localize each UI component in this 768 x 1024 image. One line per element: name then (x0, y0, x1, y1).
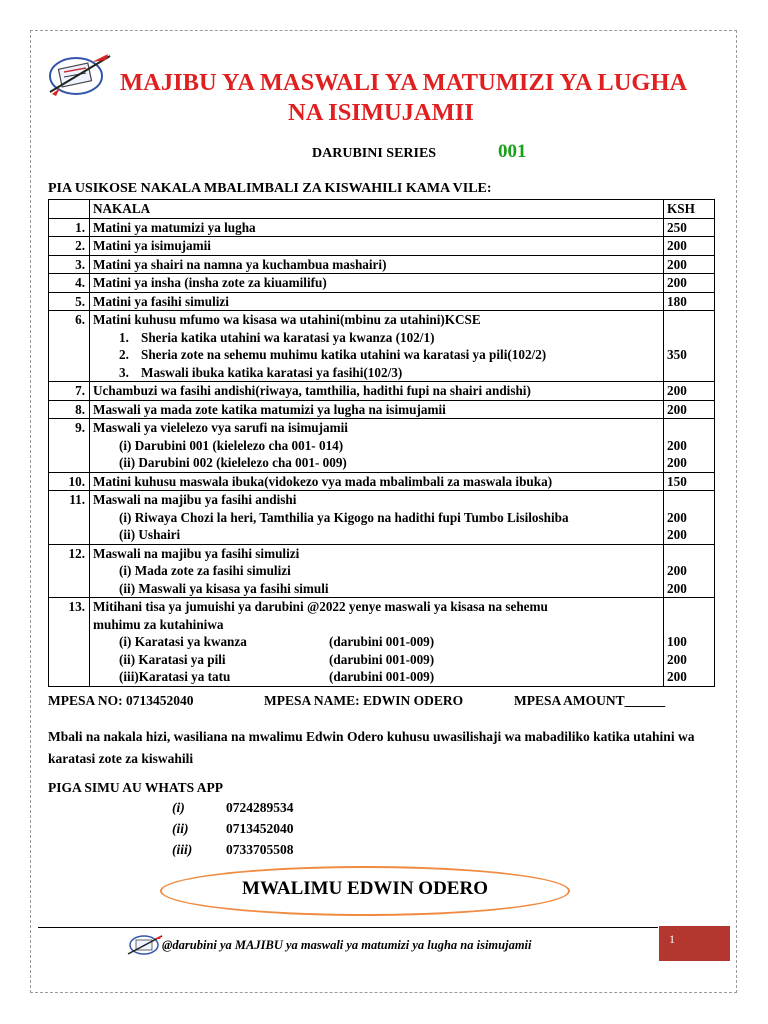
row-number: 3. (49, 255, 90, 274)
price-value: 200 (667, 669, 687, 684)
row-number: 2. (49, 237, 90, 256)
row-description: Matini kuhusu maswala ibuka(vidokezo vya mada mbalimbali za maswala ibuka) (90, 472, 664, 491)
row-price (664, 419, 715, 473)
row-price: 150 (664, 472, 715, 491)
list-item (93, 329, 660, 347)
row-description: Matini ya insha (insha zote za kiuamilifu) (90, 274, 664, 293)
list-text: Sheria katika utahini wa karatasi ya kwanza (102/1) (141, 329, 435, 345)
row-price: 200 (664, 400, 715, 419)
phone-index: (i) (172, 800, 185, 815)
phone-item (172, 842, 372, 863)
phone-item (172, 821, 372, 842)
table-row (49, 400, 715, 419)
row-description (90, 598, 664, 687)
phone-number: 0724289534 (226, 800, 294, 815)
list-item (93, 651, 660, 669)
list-detail: (darubini 001-009) (329, 669, 435, 684)
table-row (49, 491, 715, 545)
intro-text: PIA USIKOSE NAKALA MBALIMBALI ZA KISWAHILI KAMA VILE: (48, 181, 492, 196)
list-item: (i) Riwaya Chozi la heri, Tamthilia ya Kigogo na hadithi fupi Tumbo Lisiloshiba (119, 509, 569, 525)
phone-index: (ii) (172, 821, 189, 836)
list-item: (ii) Darubini 002 (kielelezo cha 001- 009) (119, 455, 347, 470)
list-item: (i) Darubini 001 (kielelezo cha 001- 014) (119, 437, 344, 453)
row-price: 200 (664, 382, 715, 401)
price-value: 200 (667, 580, 687, 596)
title-line-2: NA ISIMUJAMII (288, 99, 474, 126)
row-price: 200 (664, 255, 715, 274)
list-number: 2. (119, 347, 129, 362)
row-description: Matini ya fasihi simulizi (90, 292, 664, 311)
table-header-row (49, 200, 715, 219)
phone-list (172, 800, 372, 863)
row-number: 11. (49, 491, 90, 545)
list-item: (ii) Maswali ya kisasa ya fasihi simuli (119, 580, 329, 596)
row-description: Uchambuzi wa fasihi andishi(riwaya, tamthilia, hadithi fupi na shairi andishi) (90, 382, 664, 401)
row-heading: Maswali ya vielelezo vya sarufi na isimujamii (93, 420, 348, 435)
price-value: 200 (667, 527, 687, 542)
row-number: 10. (49, 472, 90, 491)
phone-item (172, 800, 372, 821)
list-item (93, 668, 660, 686)
row-number: 8. (49, 400, 90, 419)
header-nakala: NAKALA (90, 200, 664, 219)
list-text: (i) Karatasi ya kwanza (119, 634, 247, 649)
price-value: 200 (667, 651, 687, 667)
row-description: Matini ya shairi na namna ya kuchambua mashairi) (90, 255, 664, 274)
row-description (90, 491, 664, 545)
row-description: Matini ya matumizi ya lugha (90, 218, 664, 237)
list-text: Sheria zote na sehemu muhimu katika utahini wa karatasi ya pili(102/2) (141, 347, 547, 362)
price-value: 200 (667, 563, 687, 578)
table-row (49, 292, 715, 311)
row-number: 1. (49, 218, 90, 237)
list-item (93, 633, 660, 651)
list-item: (i) Mada zote za fasihi simulizi (119, 563, 291, 578)
list-text: (ii) Karatasi ya pili (119, 651, 226, 667)
table-row (49, 237, 715, 256)
table-row (49, 472, 715, 491)
row-price (664, 491, 715, 545)
row-description: Maswali ya mada zote katika matumizi ya lugha na isimujamii (90, 400, 664, 419)
title-line-1: MAJIBU YA MASWALI YA MATUMIZI YA LUGHA (120, 69, 688, 96)
page-number: 1 (659, 926, 730, 961)
header-ksh: KSH (664, 200, 715, 219)
mpesa-name: MPESA NAME: EDWIN ODERO (264, 693, 464, 708)
table-cell (49, 200, 90, 219)
list-number: 3. (119, 364, 129, 380)
row-price: 180 (664, 292, 715, 311)
row-heading: Maswali na majibu ya fasihi andishi (93, 492, 297, 507)
note-paragraph: Mbali na nakala hizi, wasiliana na mwalimu Edwin Odero kuhusu uwasilishaji wa mabadiliko katika utahini wa karatasi zote za kiswahili (48, 729, 695, 766)
document-title (120, 68, 740, 128)
price-value: 100 (667, 634, 687, 649)
row-heading: Maswali na majibu ya fasihi simulizi (93, 545, 300, 561)
table-row (49, 544, 715, 598)
row-number: 7. (49, 382, 90, 401)
row-number: 5. (49, 292, 90, 311)
price-value: 200 (667, 437, 687, 453)
row-number: 13. (49, 598, 90, 687)
teacher-name: MWALIMU EDWIN ODERO (242, 878, 488, 899)
telescope-logo-icon (46, 52, 114, 98)
table-row (49, 598, 715, 687)
list-detail: (darubini 001-009) (329, 634, 435, 649)
list-item (93, 346, 660, 364)
table-row (49, 255, 715, 274)
row-number: 4. (49, 274, 90, 293)
row-description: Matini ya isimujamii (90, 237, 664, 256)
row-price: 250 (664, 218, 715, 237)
row-price (664, 598, 715, 687)
row-price: 200 (664, 237, 715, 256)
row-price: 350 (664, 311, 715, 382)
mpesa-amount: MPESA AMOUNT______ (514, 693, 666, 708)
phone-number: 0713452040 (226, 821, 294, 836)
phone-index: (iii) (172, 842, 193, 857)
table-row (49, 218, 715, 237)
row-heading-cont: muhimu za kutahiniwa (93, 616, 224, 632)
row-number: 6. (49, 311, 90, 382)
row-number: 9. (49, 419, 90, 473)
footer-text: @darubini ya MAJIBU ya maswali ya matumizi ya lugha na isimujamii (162, 938, 532, 952)
table-row (49, 274, 715, 293)
price-value: 200 (667, 455, 687, 470)
series-number: 001 (498, 141, 527, 162)
list-number: 1. (119, 329, 129, 345)
footer-divider (38, 927, 658, 928)
list-text: Maswali ibuka katika karatasi ya fasihi(102/3) (141, 364, 403, 380)
table-row (49, 311, 715, 382)
mpesa-number: MPESA NO: 0713452040 (48, 693, 194, 708)
row-price: 200 (664, 274, 715, 293)
list-text: (iii)Karatasi ya tatu (119, 669, 231, 684)
phone-number: 0733705508 (226, 842, 294, 857)
list-item (93, 364, 660, 382)
row-description (90, 544, 664, 598)
row-price (664, 544, 715, 598)
price-value: 200 (667, 509, 687, 525)
list-detail: (darubini 001-009) (329, 651, 435, 667)
row-description (90, 311, 664, 382)
row-heading: Mitihani tisa ya jumuishi ya darubini @2022 yenye maswali ya kisasa na sehemu (93, 599, 548, 614)
row-number: 12. (49, 544, 90, 598)
call-label: PIGA SIMU AU WHATS APP (48, 780, 224, 795)
table-row (49, 382, 715, 401)
series-label: DARUBINI SERIES (312, 146, 437, 161)
list-item: (ii) Ushairi (119, 527, 181, 542)
telescope-logo-icon (126, 934, 164, 956)
table-row (49, 419, 715, 473)
nakala-table (48, 199, 715, 687)
row-heading: Matini kuhusu mfumo wa kisasa wa utahini(mbinu za utahini)KCSE (93, 312, 481, 327)
row-description (90, 419, 664, 473)
